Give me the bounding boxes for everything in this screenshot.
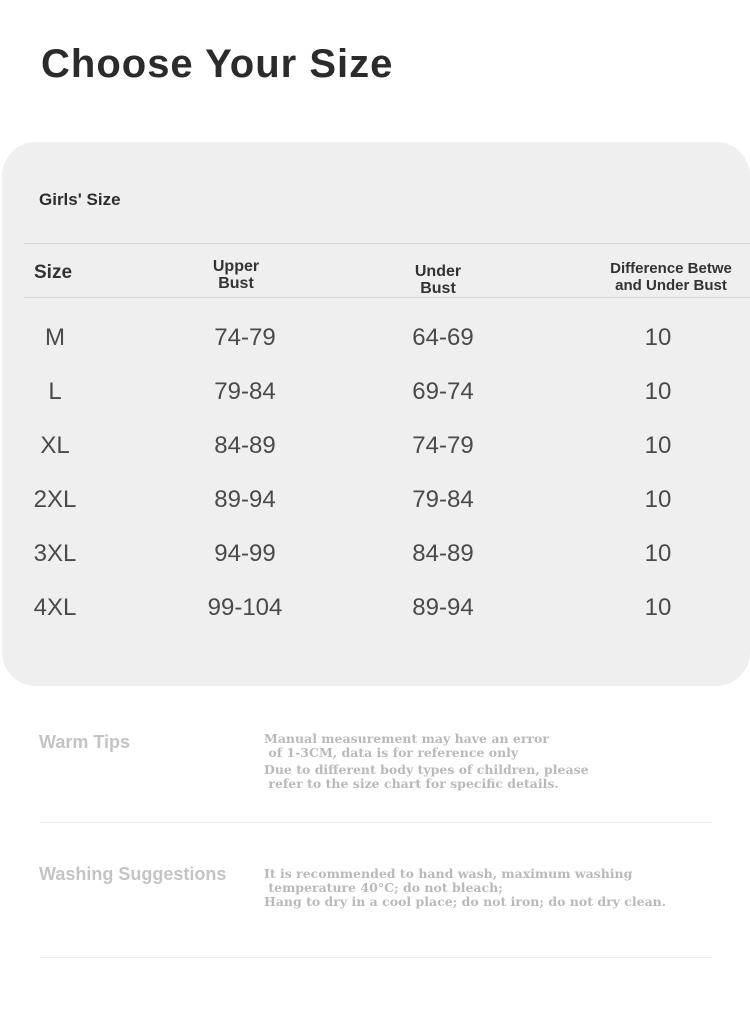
header-top-rule (24, 243, 750, 244)
header-size: Size (34, 262, 73, 283)
washing-text (264, 867, 666, 909)
header-under-line2: Bust (420, 280, 456, 297)
size-chart-card (2, 142, 750, 686)
row-3xl-size: 3XL (33, 540, 77, 567)
warm-tips-text (264, 732, 589, 791)
row-3xl-under: 84-89 (412, 540, 474, 567)
row-l-diff: 10 (644, 378, 672, 405)
bottom-divider (40, 957, 712, 958)
section-divider (40, 822, 712, 823)
row-2xl-upper: 89-94 (214, 486, 276, 513)
header-bottom-rule (24, 297, 750, 298)
header-upper-bust (198, 258, 274, 292)
row-m-diff: 10 (644, 324, 672, 351)
warm-tips-line2: of 1-3CM, data is for reference only (264, 745, 519, 760)
row-4xl-diff: 10 (644, 594, 672, 621)
warm-tips-line3: Due to different body types of children, please (264, 762, 589, 777)
header-difference (586, 260, 750, 294)
washing-line1: It is recommended to hand wash, maximum washing (264, 866, 633, 881)
row-l-under: 69-74 (412, 378, 474, 405)
row-xl-under: 74-79 (412, 432, 474, 459)
row-4xl-size: 4XL (33, 594, 77, 621)
header-upper-line1: Upper (212, 258, 260, 275)
row-m-size: M (45, 324, 65, 351)
washing-line3: Hang to dry in a cool place; do not iron; do not dry clean. (264, 894, 667, 909)
row-4xl-under: 89-94 (412, 594, 474, 621)
row-2xl-diff: 10 (644, 486, 672, 513)
washing-line2: temperature 40°C; do not bleach; (264, 880, 503, 895)
row-3xl-diff: 10 (644, 540, 672, 567)
row-xl-diff: 10 (644, 432, 672, 459)
row-m-upper: 74-79 (214, 324, 276, 351)
warm-tips-label: Warm Tips (39, 732, 131, 752)
table-title: Girls' Size (39, 190, 121, 209)
row-2xl-under: 79-84 (412, 486, 474, 513)
washing-label: Washing Suggestions (39, 864, 227, 884)
row-l-size: L (48, 378, 62, 405)
page-title: Choose Your Size (41, 42, 394, 86)
row-3xl-upper: 94-99 (214, 540, 276, 567)
row-xl-size: XL (40, 432, 70, 459)
row-m-under: 64-69 (412, 324, 474, 351)
header-under-line1: Under (414, 263, 462, 280)
header-under-bust (400, 263, 476, 297)
row-4xl-upper: 99-104 (207, 594, 283, 621)
row-xl-upper: 84-89 (214, 432, 276, 459)
row-l-upper: 79-84 (214, 378, 276, 405)
header-diff-line2: and Under Bust (615, 277, 727, 294)
row-2xl-size: 2XL (33, 486, 77, 513)
warm-tips-line1: Manual measurement may have an error (264, 731, 549, 746)
warm-tips-line4: refer to the size chart for specific details. (264, 776, 559, 791)
header-upper-line2: Bust (218, 275, 254, 292)
header-diff-line1: Difference Betwe (610, 260, 732, 277)
